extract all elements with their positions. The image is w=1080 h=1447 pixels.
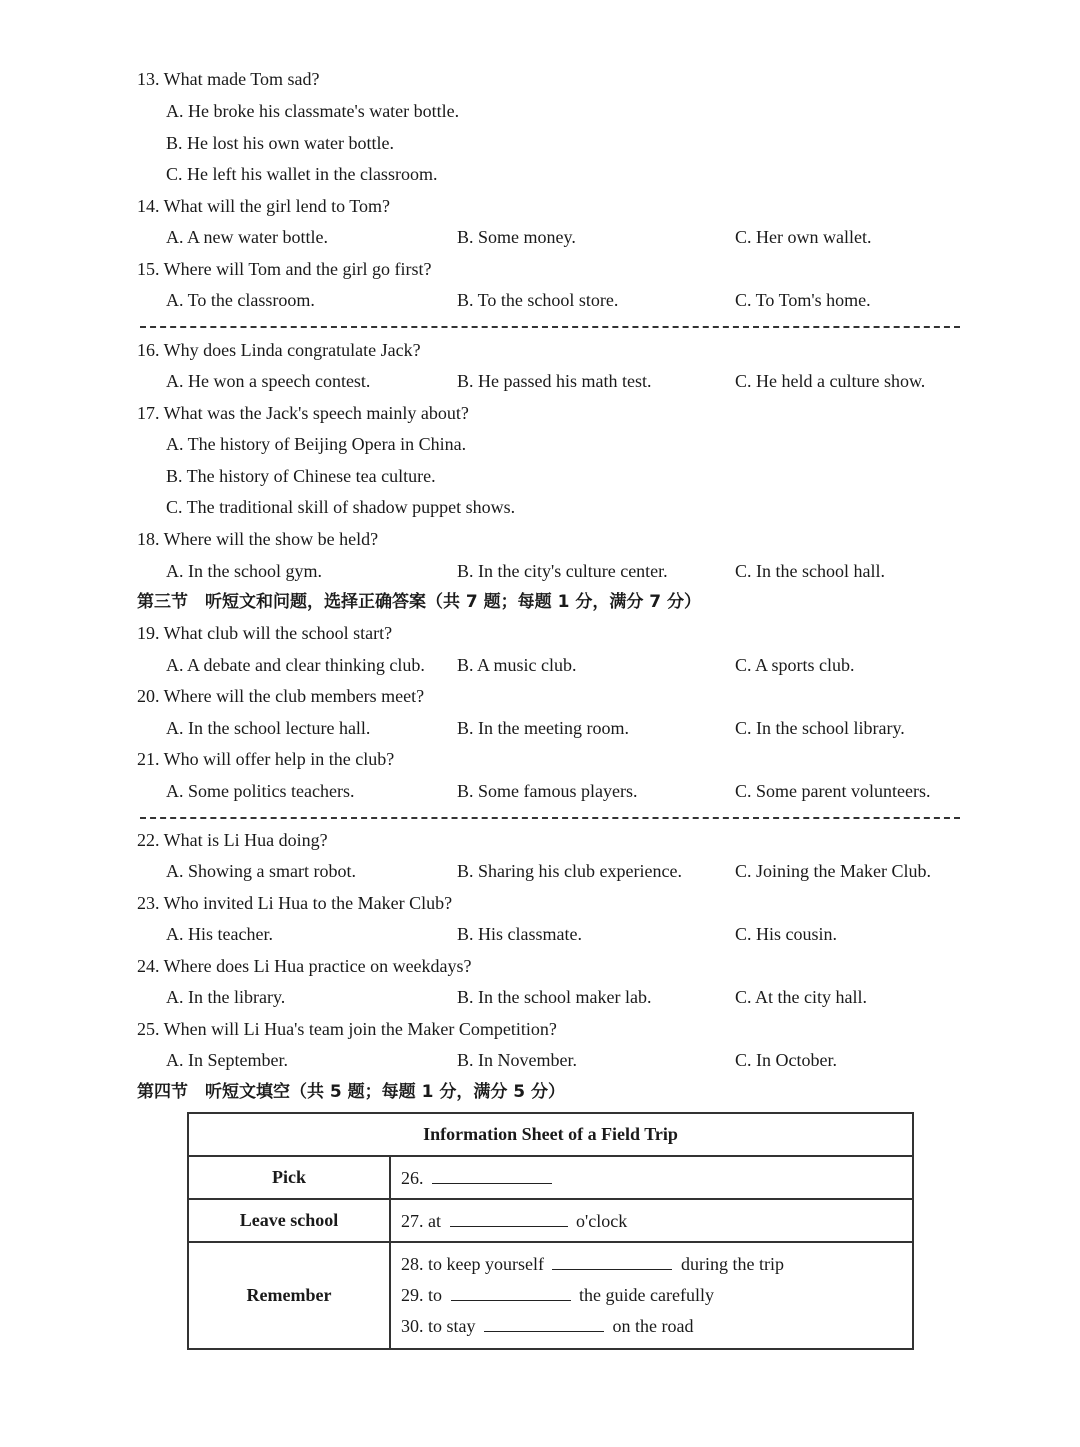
q17-option-b: B. The history of Chinese tea culture. bbox=[166, 466, 436, 486]
q16-option-c: C. He held a culture show. bbox=[735, 371, 926, 391]
q13-option-c: C. He left his wallet in the classroom. bbox=[166, 164, 438, 184]
q24-option-b: B. In the school maker lab. bbox=[457, 987, 652, 1007]
answer-blank-26[interactable] bbox=[432, 1167, 552, 1184]
remember-label: Remember bbox=[188, 1242, 390, 1349]
q20-option-a: A. In the school lecture hall. bbox=[166, 718, 371, 738]
q19-option-a: A. A debate and clear thinking club. bbox=[166, 655, 425, 675]
pick-cell bbox=[390, 1156, 913, 1199]
question-18: 18. Where will the show be held? bbox=[137, 529, 379, 549]
q16-option-b: B. He passed his math test. bbox=[457, 371, 652, 391]
question-24: 24. Where does Li Hua practice on weekdays? bbox=[137, 956, 472, 976]
q16-option-a: A. He won a speech contest. bbox=[166, 371, 371, 391]
q15-option-a: A. To the classroom. bbox=[166, 290, 315, 310]
table-title: Information Sheet of a Field Trip bbox=[188, 1113, 913, 1156]
q25-option-b: B. In November. bbox=[457, 1050, 577, 1070]
item-30-prefix: 30. to stay bbox=[401, 1316, 476, 1336]
q24-option-a: A. In the library. bbox=[166, 987, 286, 1007]
answer-blank-30[interactable] bbox=[484, 1315, 604, 1332]
q20-option-c: C. In the school library. bbox=[735, 718, 905, 738]
item-27-suffix: o'clock bbox=[576, 1210, 628, 1231]
answer-blank-29[interactable] bbox=[451, 1284, 571, 1301]
q15-option-b: B. To the school store. bbox=[457, 290, 619, 310]
item-30-suffix: on the road bbox=[612, 1316, 694, 1336]
item-27-prefix: 27. at bbox=[401, 1210, 441, 1231]
question-19: 19. What club will the school start? bbox=[137, 623, 393, 643]
leave-school-label: Leave school bbox=[188, 1199, 390, 1242]
question-16: 16. Why does Linda congratulate Jack? bbox=[137, 340, 421, 360]
item-26-number: 26. bbox=[401, 1167, 424, 1188]
q22-option-c: C. Joining the Maker Club. bbox=[735, 861, 931, 881]
q22-option-a: A. Showing a smart robot. bbox=[166, 861, 356, 881]
q22-option-b: B. Sharing his club experience. bbox=[457, 861, 682, 881]
remember-cell bbox=[390, 1242, 913, 1349]
q19-option-b: B. A music club. bbox=[457, 655, 577, 675]
q18-option-b: B. In the city's culture center. bbox=[457, 561, 668, 581]
pick-label: Pick bbox=[188, 1156, 390, 1199]
leave-school-cell bbox=[390, 1199, 913, 1242]
section-divider bbox=[140, 326, 960, 328]
answer-blank-27[interactable] bbox=[450, 1210, 568, 1227]
question-14: 14. What will the girl lend to Tom? bbox=[137, 196, 391, 216]
q23-option-c: C. His cousin. bbox=[735, 924, 838, 944]
q14-option-c: C. Her own wallet. bbox=[735, 227, 872, 247]
question-15: 15. Where will Tom and the girl go first? bbox=[137, 259, 432, 279]
question-13: 13. What made Tom sad? bbox=[137, 69, 320, 89]
q21-option-c: C. Some parent volunteers. bbox=[735, 781, 931, 801]
q21-option-a: A. Some politics teachers. bbox=[166, 781, 355, 801]
section-divider bbox=[140, 817, 960, 819]
q17-option-a: A. The history of Beijing Opera in China. bbox=[166, 434, 467, 454]
question-17: 17. What was the Jack's speech mainly about? bbox=[137, 403, 469, 423]
q13-option-a: A. He broke his classmate's water bottle. bbox=[166, 101, 460, 121]
item-28-line bbox=[401, 1249, 902, 1280]
item-29-prefix: 29. to bbox=[401, 1285, 443, 1305]
q25-option-a: A. In September. bbox=[166, 1050, 288, 1070]
question-23: 23. Who invited Li Hua to the Maker Club? bbox=[137, 893, 453, 913]
answer-blank-28[interactable] bbox=[552, 1253, 672, 1270]
question-22: 22. What is Li Hua doing? bbox=[137, 830, 328, 850]
q15-option-c: C. To Tom's home. bbox=[735, 290, 871, 310]
question-21: 21. Who will offer help in the club? bbox=[137, 749, 395, 769]
q17-option-c: C. The traditional skill of shadow puppet shows. bbox=[166, 497, 516, 517]
q25-option-c: C. In October. bbox=[735, 1050, 837, 1070]
q20-option-b: B. In the meeting room. bbox=[457, 718, 629, 738]
q24-option-c: C. At the city hall. bbox=[735, 987, 867, 1007]
q14-option-b: B. Some money. bbox=[457, 227, 576, 247]
item-30-line bbox=[401, 1311, 902, 1342]
q23-option-b: B. His classmate. bbox=[457, 924, 582, 944]
q18-option-a: A. In the school gym. bbox=[166, 561, 322, 581]
item-29-suffix: the guide carefully bbox=[579, 1285, 714, 1305]
q19-option-c: C. A sports club. bbox=[735, 655, 855, 675]
q14-option-a: A. A new water bottle. bbox=[166, 227, 328, 247]
item-28-prefix: 28. to keep yourself bbox=[401, 1254, 544, 1274]
item-29-line bbox=[401, 1280, 902, 1311]
q23-option-a: A. His teacher. bbox=[166, 924, 273, 944]
question-20: 20. Where will the club members meet? bbox=[137, 686, 425, 706]
q21-option-b: B. Some famous players. bbox=[457, 781, 638, 801]
item-28-suffix: during the trip bbox=[680, 1254, 784, 1274]
field-trip-info-table bbox=[187, 1112, 914, 1350]
section-4-heading: 第四节 听短文填空（共 5 题；每题 1 分，满分 5 分） bbox=[137, 1082, 565, 1102]
q18-option-c: C. In the school hall. bbox=[735, 561, 885, 581]
section-3-heading: 第三节 听短文和问题，选择正确答案（共 7 题；每题 1 分，满分 7 分） bbox=[137, 592, 701, 612]
q13-option-b: B. He lost his own water bottle. bbox=[166, 133, 394, 153]
question-25: 25. When will Li Hua's team join the Maker Competition? bbox=[137, 1019, 557, 1039]
